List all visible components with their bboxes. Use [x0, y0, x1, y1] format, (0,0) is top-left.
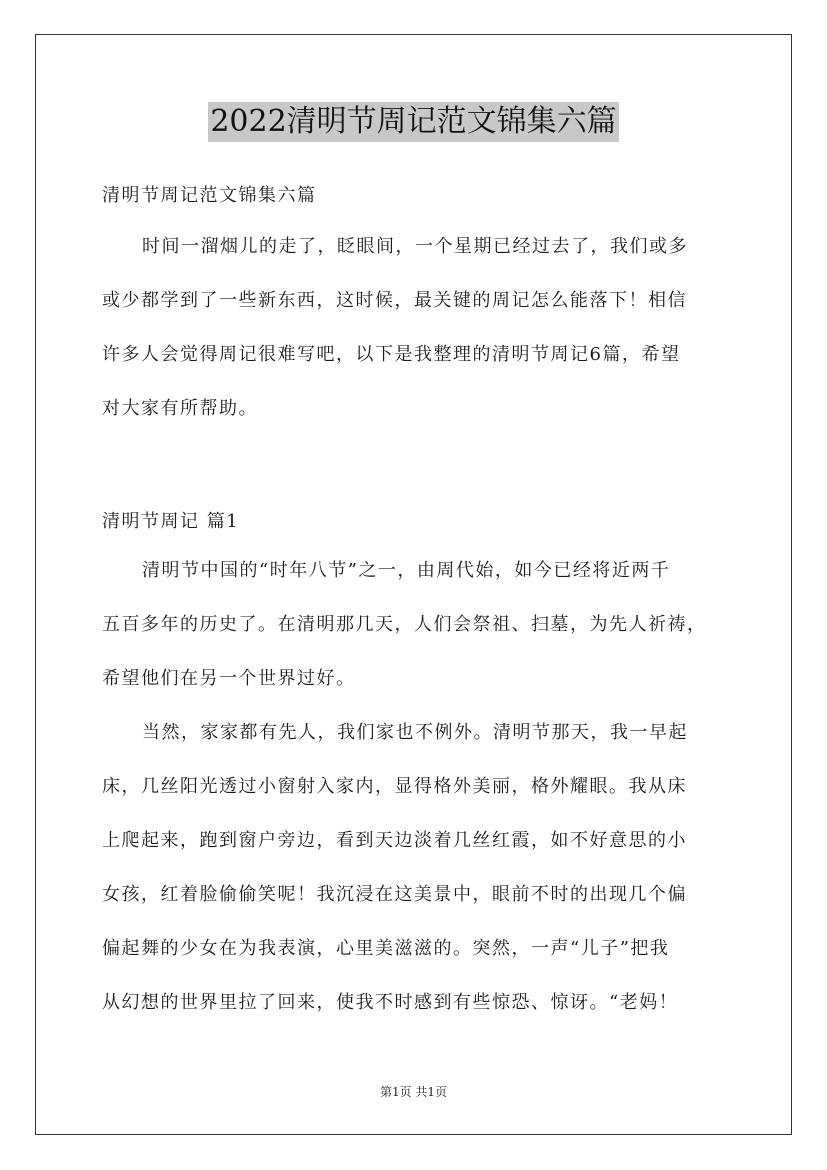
- section-heading: 清明节周记 篇1: [102, 511, 240, 532]
- document-subtitle: 清明节周记范文锦集六篇: [102, 185, 317, 206]
- paragraph-line: 当然，家家都有先人，我们家也不例外。清明节那天，我一早起: [142, 722, 688, 743]
- paragraph-1: [102, 544, 742, 706]
- paragraph-line: 女孩，红着脸偷偷笑呢！我沉浸在这美景中，眼前不时的出现几个偏: [102, 884, 687, 905]
- intro-line: 许多人会觉得周记很难写吧，以下是我整理的清明节周记6篇，希望: [102, 344, 681, 365]
- intro-line: 时间一溜烟儿的走了，眨眼间，一个星期已经过去了，我们或多: [142, 236, 688, 257]
- paragraph-line: 希望他们在另一个世界过好。: [102, 668, 356, 689]
- intro-line: 或少都学到了一些新东西，这时候，最关键的周记怎么能落下！相信: [102, 290, 687, 311]
- page-footer: 第1页 共1页: [379, 1085, 448, 1099]
- paragraph-2: [102, 706, 742, 1030]
- paragraph-line: 偏起舞的少女在为我表演，心里美滋滋的。突然，一声“儿子”把我: [102, 938, 670, 959]
- intro-paragraph: [102, 220, 742, 436]
- title-container: [0, 102, 827, 142]
- paragraph-line: 从幻想的世界里拉了回来，使我不时感到有些惊恐、惊讶。“老妈！: [102, 992, 679, 1013]
- paragraph-line: 五百多年的历史了。在清明那几天，人们会祭祖、扫墓，为先人祈祷，: [102, 614, 707, 635]
- paragraph-line: 清明节中国的“时年八节”之一，由周代始，如今已经将近两千: [142, 560, 671, 581]
- paragraph-line: 上爬起来，跑到窗户旁边，看到天边淡着几丝红霞，如不好意思的小: [102, 830, 687, 851]
- paragraph-line: 床，几丝阳光透过小窗射入家内，显得格外美丽，格外耀眼。我从床: [102, 776, 687, 797]
- document-title: 2022清明节周记范文锦集六篇: [208, 102, 618, 142]
- intro-line: 对大家有所帮助。: [102, 398, 258, 419]
